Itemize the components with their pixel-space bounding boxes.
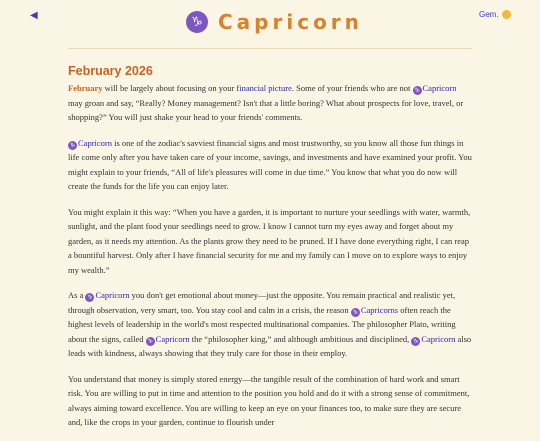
text-segment: you don't get emotional about money—just the opposite. You remain practical and realistic yet, through observation, very smart, too. You stay cool and calm in a crisis, the reason	[68, 290, 456, 315]
back-arrow-icon[interactable]: ◀	[30, 10, 38, 21]
horoscope-article	[68, 64, 472, 441]
next-sign-label: Gem.	[479, 10, 499, 19]
text-segment: the “philosopher king,” and although ambitious and disciplined,	[189, 333, 412, 344]
paragraph-3: You might explain it this way: “When you have a garden, it is important to nurture your seedlings with water, warmth, sunlight, and the plant food your seedlings need to grow. I know I cannot turn my eyes away and forget about my garden, as it needs my attention. As the plants grow they need to be pruned. If I have done everything right, I can reap a bountiful harvest. Only after I have financial security for me and my family can I move on to explore ways to enjoy my wealth.”	[68, 206, 471, 275]
next-sign-link[interactable]	[479, 10, 511, 19]
month-heading: February 2026	[68, 64, 153, 78]
capricorn-icon: ♑	[69, 141, 76, 149]
paragraph-1	[68, 81, 472, 125]
text-segment: . Some of your friends who are not	[291, 83, 413, 93]
paragraph-2	[68, 136, 472, 194]
capricorn-link[interactable]	[413, 83, 457, 93]
text-segment: also leads with kindness, always showing that they truly care for those in their employ.	[68, 333, 472, 358]
capricorn-link-label: Capricorn	[422, 83, 457, 93]
month-lead: February	[68, 83, 103, 93]
capricorns-link-label: Capricorns	[360, 304, 399, 315]
capricorn-link[interactable]	[146, 334, 190, 344]
paragraph-5: You understand that money is simply stored energy—the tangible result of the combination of hard work and smart risk. You are willing to put in time and attention to the position you hold and do it with a strong sense of commitment, always aiming toward excellence. You are willing to keep an eye on your finances too, to make sure they are secure and, like the crops in your garden, continue to flourish under	[68, 373, 470, 427]
text-segment: is one of the zodiac's savviest financial signs and most trustworthy, so you know all those fun things in life come only after you have taken care of your income, savings, and investments and have examined your profit. You might explain to your friends, “All of life's pleasures will come in due time.” You know that what you do now will create the funds for the life you can enjoy later.	[68, 137, 472, 191]
header-divider	[68, 48, 472, 49]
paragraph-4	[68, 288, 472, 361]
capricorn-link-label: Capricorn	[155, 333, 190, 344]
capricorn-icon: ♑	[87, 294, 93, 301]
text-segment: As a	[68, 290, 86, 300]
financial-picture-link[interactable]: financial picture	[236, 83, 292, 93]
capricorn-link[interactable]	[85, 290, 129, 300]
page-title: Capricorn	[218, 10, 363, 34]
capricorn-icon: ♑	[413, 337, 419, 345]
capricorn-link-label: Capricorn	[421, 333, 456, 344]
capricorn-icon: ♑	[352, 308, 358, 316]
capricorns-link[interactable]	[351, 305, 398, 315]
capricorn-icon: ♑	[414, 87, 420, 94]
capricorn-icon: ♑	[147, 337, 153, 345]
top-bar	[0, 0, 540, 44]
text-segment: may groan and say, “Really? Money management? Isn't that a little boring? What about prospects for love, travel, or shopping?” You will just shake your head to your friends' comments.	[68, 97, 464, 122]
capricorn-sign-icon: ♑	[186, 11, 208, 33]
sun-icon	[502, 10, 511, 19]
capricorn-link[interactable]	[68, 138, 112, 148]
capricorn-link-label: Capricorn	[95, 290, 130, 300]
page-header	[186, 9, 363, 35]
capricorn-link[interactable]	[411, 334, 455, 344]
text-segment: will be largely about focusing on your	[102, 83, 237, 93]
text-segment: often reach the highest levels of leadership in the world's most respected multinational companies. The philosopher Plato, writing about the signs, called	[68, 304, 456, 344]
capricorn-link-label: Capricorn	[78, 137, 112, 148]
